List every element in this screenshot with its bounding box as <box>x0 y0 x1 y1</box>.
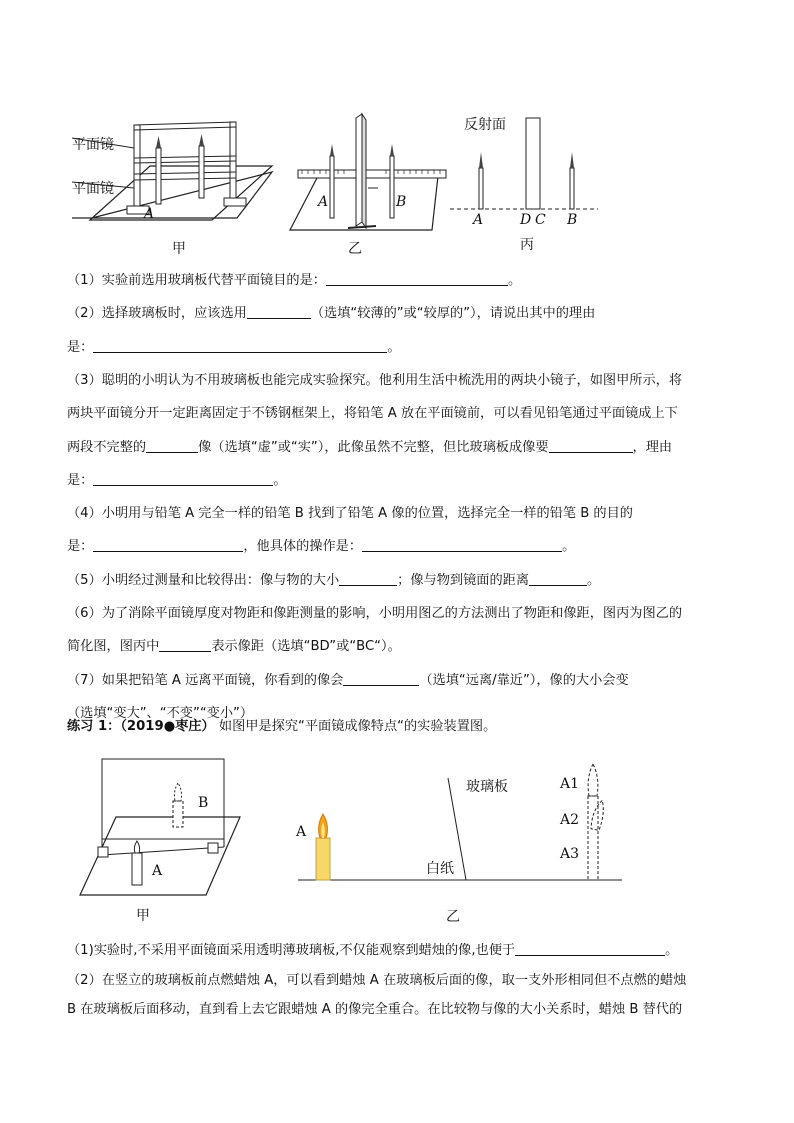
answer-blank[interactable] <box>339 572 397 586</box>
question-line <box>67 972 686 990</box>
question-line <box>67 372 682 390</box>
answer-blank[interactable] <box>93 339 387 353</box>
figure-caption: 丙 <box>520 237 534 253</box>
candle-b-label: B <box>198 795 209 811</box>
answer-blank[interactable] <box>549 439 633 453</box>
question-line <box>67 272 521 290</box>
question-text: （5）小明经过测量和比较得出：像与物的大小 <box>67 572 340 588</box>
figure-caption: 乙 <box>446 909 460 925</box>
question-text: 是： <box>67 539 94 555</box>
figure-yi-top <box>290 110 450 260</box>
question-text: 表示像距（选填“BD”或“BC“）。 <box>211 639 401 655</box>
question-text: （2）在竖立的玻璃板前点燃蜡烛 A，可以看到蜡烛 A 在玻璃板后面的像，取一支外形相同但不点燃的蜡烛 <box>67 972 687 988</box>
question-text: （选填“较薄的”或“较厚的”），请说出其中的理由 <box>310 306 596 322</box>
answer-blank[interactable] <box>146 439 198 453</box>
answer-blank[interactable] <box>247 305 311 319</box>
question-text: 两段不完整的 <box>67 439 147 455</box>
figure-caption: 乙 <box>348 241 362 257</box>
candle-a-label: A <box>296 824 307 840</box>
answer-blank[interactable] <box>159 638 211 652</box>
answer-blank[interactable] <box>343 672 419 686</box>
glass-plate-label: 玻璃板 <box>466 779 508 795</box>
question-line <box>67 505 633 523</box>
question-line <box>67 538 575 556</box>
point-c-label: C <box>535 212 546 228</box>
question-text: 是： <box>67 339 94 355</box>
answer-blank[interactable] <box>362 538 562 552</box>
question-text: （6）为了消除平面镜厚度对物距和像距测量的影响，小明用图乙的方法测出了物距和像距，图丙为图乙的 <box>67 606 683 621</box>
question-line <box>67 339 401 357</box>
question-line <box>67 305 595 323</box>
answer-blank[interactable] <box>515 942 665 956</box>
answer-blank[interactable] <box>529 572 587 586</box>
question-text: 两块平面镜分开一定距离固定于不锈钢框架上，将铅笔 A 放在平面镜前，可以看见铅笔通过平面镜成上下 <box>67 406 678 422</box>
position-a1-label: A1 <box>560 776 580 792</box>
answer-blank[interactable] <box>93 472 273 486</box>
white-paper-label: 白纸 <box>426 861 454 877</box>
mirror-label-1: 平面镜 <box>72 137 114 153</box>
question-text: 。 <box>587 572 601 588</box>
point-d-label: D <box>520 212 532 228</box>
question-text: 像（选填“虚”或“实”），此像虽然不完整，但比玻璃板成像要 <box>198 439 549 455</box>
question-line <box>67 405 678 423</box>
reflective-surface-label: 反射面 <box>464 117 506 133</box>
glass-plate-ruler-diagram <box>290 110 450 260</box>
question-text: B 在玻璃板后面移动，直到看上去它跟蜡烛 A 的像完全重合。在比较物与像的大小关系时，蜡烛 B 替代的 <box>67 1002 683 1017</box>
exercise-heading <box>67 718 496 736</box>
question-text: （7）如果把铅笔 A 远离平面镜，你看到的像会 <box>67 672 344 688</box>
question-line <box>67 1001 682 1019</box>
question-text: （1)实验时,不采用平面镜面采用透明薄玻璃板,不仅能观察到蜡烛的像,也便于 <box>67 943 516 958</box>
question-text: （1）实验前选用玻璃板代替平面镜目的是： <box>67 273 326 288</box>
question-text: 。 <box>507 273 522 288</box>
figure-caption: 甲 <box>136 908 150 924</box>
position-a2-label: A2 <box>560 812 580 828</box>
figure-bing-top <box>450 110 610 260</box>
question-text: ；像与物到镜面的距离 <box>397 572 530 588</box>
figure-jia-bottom <box>80 755 250 925</box>
point-a-label: A <box>318 194 329 210</box>
figure-yi-bottom <box>290 760 630 930</box>
question-line <box>67 672 629 690</box>
question-line <box>67 572 600 590</box>
question-text: 。 <box>665 943 679 958</box>
question-text: （3）聪明的小明认为不用玻璃板也能完成实验探究。他利用生活中梳洗用的两块小镜子，如图甲所示，将 <box>67 372 683 388</box>
question-text: 是： <box>67 472 94 488</box>
question-text: （选填“远离/靠近”），像的大小会变 <box>419 672 629 688</box>
point-b-label: B <box>567 212 578 228</box>
figure-caption: 甲 <box>172 241 186 257</box>
candle-glass-plate-diagram <box>80 755 250 905</box>
exercise-text: 如图甲是探究“平面镜成像特点“的实验装置图。 <box>214 719 497 734</box>
answer-blank[interactable] <box>93 538 243 552</box>
question-text: 。 <box>387 339 401 355</box>
question-text: 。 <box>273 472 287 488</box>
question-text: ，他具体的操作是： <box>243 539 363 555</box>
question-text: （2）选择玻璃板时，应该选用 <box>67 306 247 322</box>
question-line <box>67 439 672 457</box>
question-text: （选填“变大”、“不变”“变小”） <box>67 705 254 721</box>
point-a-label: A <box>473 212 484 228</box>
question-line <box>67 605 682 623</box>
question-text: 。 <box>562 539 576 555</box>
point-b-label: B <box>396 194 407 210</box>
question-line <box>67 942 678 960</box>
question-line <box>67 472 287 490</box>
question-text: ，理由 <box>632 439 673 455</box>
question-text: 简化图，图丙中 <box>67 639 160 655</box>
exercise-title: 练习 1：（2019●枣庄） <box>67 719 215 734</box>
question-text: （4）小明用与铅笔 A 完全一样的铅笔 B 找到了铅笔 A 像的位置，选择完全一样的铅笔 B 的目的 <box>67 506 633 522</box>
answer-blank[interactable] <box>326 272 508 286</box>
position-a3-label: A3 <box>560 846 580 862</box>
mirror-label-2: 平面镜 <box>72 181 114 197</box>
point-a-label: A <box>144 206 155 222</box>
figure-jia-top <box>72 110 282 260</box>
question-line <box>67 638 401 656</box>
candle-a-label: A <box>152 863 163 879</box>
